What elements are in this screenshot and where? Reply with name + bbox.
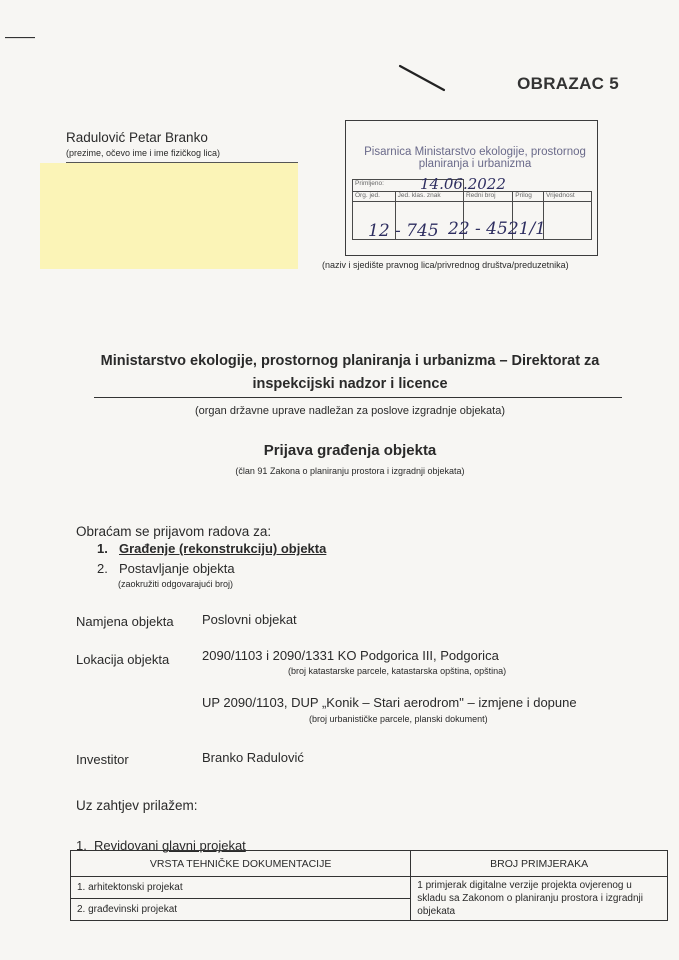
table-header-copies: BROJ PRIMJERAKA (411, 851, 668, 877)
stamp-col-serial: Redni broj (463, 192, 512, 202)
pen-mark-corner (0, 36, 40, 39)
stamp-serial-number: 22 - 4521/1 (448, 219, 546, 239)
urban-plan-value: UP 2090/1103, DUP „Konik – Stari aerodrom" – izmjene i dopune (202, 695, 577, 710)
table-cell-doc-type: 1. arhitektonski projekat (71, 877, 411, 899)
works-option-1-text: Građenje (rekonstrukciju) objekta (119, 541, 327, 556)
works-hint: (zaokružiti odgovarajući broj) (118, 579, 234, 589)
table-row (71, 877, 668, 899)
redaction-highlight (40, 163, 298, 269)
location-label: Lokacija objekta (76, 652, 170, 667)
stamp-title-line2: planiranja i urbanizma (418, 158, 532, 170)
purpose-value: Poslovni objekat (202, 612, 297, 627)
stamp-received-label: Primljeno: (353, 180, 464, 192)
works-intro: Obraćam se prijavom radova za: (76, 524, 272, 539)
investor-value: Branko Radulović (202, 750, 304, 765)
works-option-1-number: 1. (97, 541, 108, 556)
location-hint: (broj katastarske parcele, katastarska opština, opština) (288, 666, 507, 676)
investor-label: Investitor (76, 752, 129, 767)
stamp-title-line1: Pisarnica Ministarstvo ekologije, prostornog (364, 146, 586, 158)
table-cell-copies: 1 primjerak digitalne verzije projekta ovjerenog u skladu sa Zakonom o planiranju prostora i izgradnji objekata (411, 877, 668, 921)
works-option-2-number: 2. (97, 561, 108, 576)
authority-line2: inspekcijski nadzor i licence (252, 376, 448, 392)
applicant-hint: (prezime, očevo ime i ime fizičkog lica) (66, 148, 221, 158)
authority-underline (94, 397, 622, 398)
document-title: Prijava građenja objekta (263, 442, 437, 459)
purpose-label: Namjena objekta (76, 614, 174, 629)
table-cell-doc-type: 2. građevinski projekat (71, 899, 411, 921)
table-header-type: VRSTA TEHNIČKE DOKUMENTACIJE (71, 851, 411, 877)
stamp-received-date: 14.06.2022 (420, 175, 506, 193)
location-value: 2090/1103 i 2090/1331 KO Podgorica III, Podgorica (202, 648, 499, 663)
works-option-2-text: Postavljanje objekta (119, 561, 235, 576)
authority-hint: (organ državne uprave nadležan za poslove izgradnje objekata) (194, 405, 506, 417)
attachment-item-1-text-b: glavni projekat (161, 838, 246, 853)
stamp-col-class: Jed. klas. znak (395, 192, 463, 202)
stamp-title (355, 146, 595, 170)
stamp-col-value: Vrijednost (544, 192, 592, 202)
attachment-item-1-number: 1. (76, 838, 87, 853)
form-number: OBRAZAC 5 (517, 74, 619, 93)
documentation-table (70, 850, 668, 921)
works-option-2 (97, 561, 235, 576)
authority-name (60, 350, 640, 396)
pen-mark-slash (398, 64, 448, 94)
urban-plan-hint: (broj urbanističke parcele, planski dokument) (309, 714, 488, 724)
document-subtitle: (član 91 Zakona o planiranju prostora i izgradnji objekata) (235, 466, 465, 476)
attachments-intro: Uz zahtjev prilažem: (76, 798, 198, 813)
attachment-item-1-text-a: Revidovani (94, 838, 159, 853)
stamp-col-attachment: Prilog (513, 192, 544, 202)
works-option-1 (97, 541, 326, 556)
stamp-col-org: Org. jed. (353, 192, 396, 202)
authority-line1: Ministarstvo ekologije, prostornog planiranja i urbanizma – Direktorat za (100, 353, 600, 369)
legal-entity-hint: (naziv i sjedište pravnog lica/privrednog društva/preduzetnika) (322, 260, 569, 270)
applicant-name: Radulović Petar Branko (66, 130, 208, 145)
stamp-org-number: 12 - 745 (368, 221, 439, 241)
